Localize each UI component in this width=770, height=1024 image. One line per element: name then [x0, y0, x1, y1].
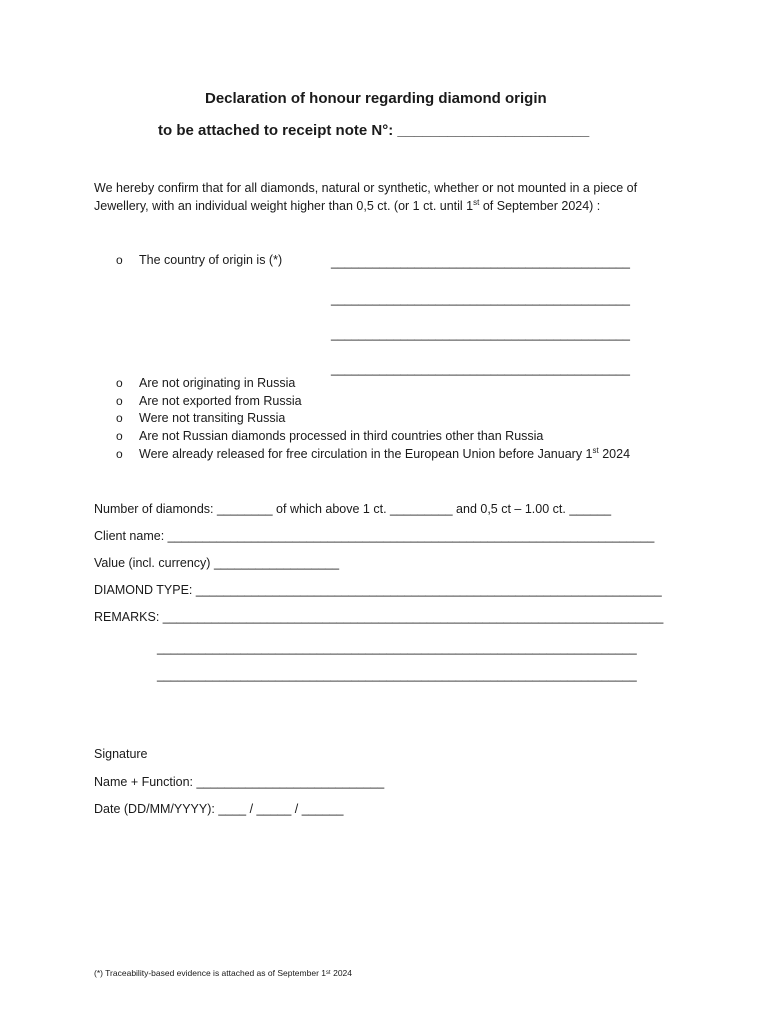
- bullet-marker: o: [116, 429, 123, 443]
- origin-line: ___________________________________________: [331, 327, 630, 341]
- number-of-diamonds-field[interactable]: Number of diamonds: ________ of which above 1 ct. _________ and 0,5 ct – 1.00 ct. ______: [94, 502, 612, 516]
- origin-label: The country of origin is (*): [139, 253, 283, 267]
- name-function-field[interactable]: Name + Function: ___________________________: [94, 775, 385, 789]
- bullet-item: Are not originating in Russia: [139, 376, 296, 390]
- value-field[interactable]: Value (incl. currency) __________________: [94, 556, 340, 570]
- footnote: (*) Traceability-based evidence is attached as of September 1ˢᵗ 2024: [94, 968, 353, 978]
- bullet-marker: o: [116, 447, 123, 461]
- client-name-field[interactable]: Client name: ______________________________________________________________________: [94, 529, 655, 543]
- remarks-line[interactable]: _____________________________________________________________________: [157, 668, 637, 682]
- bullet-item: Are not exported from Russia: [139, 394, 302, 408]
- intro-paragraph-line-1: We hereby confirm that for all diamonds, natural or synthetic, whether or not mounted in a piece of: [94, 181, 638, 195]
- receipt-note-line: to be attached to receipt note N°: _______________________: [158, 122, 590, 139]
- origin-line: ___________________________________________: [331, 255, 630, 269]
- remarks-line[interactable]: _____________________________________________________________________: [157, 641, 637, 655]
- signature-label: Signature: [94, 747, 148, 761]
- bullet-marker: o: [116, 411, 123, 425]
- bullet-marker: o: [116, 394, 123, 408]
- intro-paragraph-line-2: Jewellery, with an individual weight higher than 0,5 ct. (or 1 ct. until 1st of September 2024) :: [94, 197, 601, 213]
- bullet-item: Were not transiting Russia: [139, 411, 286, 425]
- origin-line: ___________________________________________: [331, 292, 630, 306]
- document-title: Declaration of honour regarding diamond origin: [205, 90, 547, 107]
- diamond-type-field[interactable]: DIAMOND TYPE: ___________________________________________________________________: [94, 583, 662, 597]
- bullet-item: Were already released for free circulation in the European Union before January 1st 2024: [139, 445, 631, 461]
- origin-line: ___________________________________________: [331, 362, 630, 376]
- bullet-marker: o: [116, 376, 123, 390]
- bullet-item: Are not Russian diamonds processed in third countries other than Russia: [139, 429, 544, 443]
- remarks-field[interactable]: REMARKS: ________________________________________________________________________: [94, 610, 664, 624]
- bullet-marker: o: [116, 253, 123, 267]
- date-field[interactable]: Date (DD/MM/YYYY): ____ / _____ / ______: [94, 802, 344, 816]
